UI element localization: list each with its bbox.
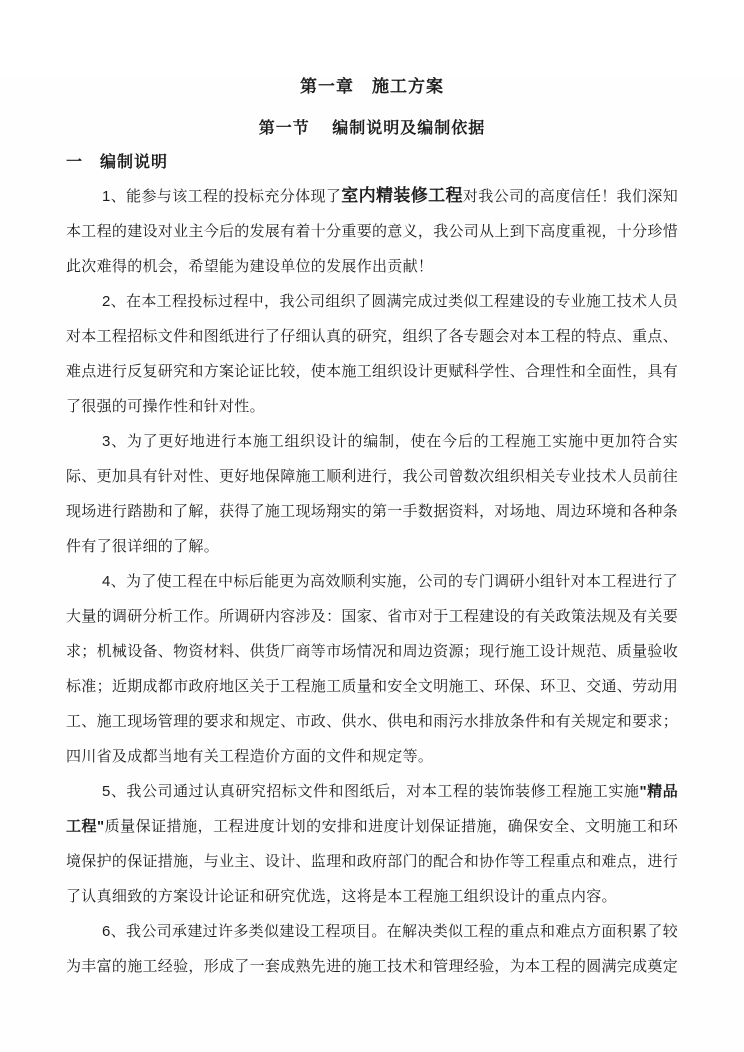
- paragraph: [66, 774, 678, 914]
- paragraph: [66, 564, 678, 774]
- paragraph: [66, 178, 678, 284]
- chapter-title: 第一章 施工方案: [300, 77, 444, 96]
- paragraph: [66, 284, 678, 424]
- paragraph-bold-segment: 室内精装修工程: [341, 186, 463, 205]
- paragraph-text-segment: 3、为了更好地进行本施工组织设计的编制，使在今后的工程施工实施中更加符合实际、更加具有针对性、更好地保障施工顺利进行，我公司曾数次组织相关专业技术人员前往现场进行踏勘和了解，获得了施工现场翔实的第一手数据资料，对场地、周边环境和各种条件有了很详细的了解。: [66, 433, 679, 555]
- paragraph-bold-segment: "精品工程": [66, 783, 678, 835]
- document-body: [66, 178, 678, 984]
- document-page: [0, 76, 744, 1052]
- section-heading: 一 编制说明: [66, 154, 169, 171]
- paragraph: [66, 914, 678, 984]
- paragraph-text-segment: 对我公司的高度信任！我们深知本工程的建设对业主今后的发展有着十分重要的意义，我公司从上到下高度重视，十分珍惜此次难得的机会，希望能为建设单位的发展作出贡献！: [66, 188, 679, 275]
- paragraph-text-segment: 6、我公司承建过许多类似建设工程项目。在解决类似工程的重点和难点方面积累了较为丰富的施工经验，形成了一套成熟先进的施工技术和管理经验，为本工程的圆满完成奠定: [66, 923, 679, 975]
- paragraph: [66, 424, 678, 564]
- paragraph-text-segment: 2、在本工程投标过程中，我公司组织了圆满完成过类似工程建设的专业施工技术人员对本工程招标文件和图纸进行了仔细认真的研究，组织了各专题会对本工程的特点、重点、难点进行反复研究和方案论证比较，使本施工组织设计更赋科学性、合理性和全面性，具有了很强的可操作性和针对性。: [66, 293, 679, 415]
- section-title: 第一节 编制说明及编制依据: [258, 120, 486, 137]
- paragraph-text-segment: 质量保证措施，工程进度计划的安排和进度计划保证措施，确保安全、文明施工和环境保护的保证措施，与业主、设计、监理和政府部门的配合和协作等工程重点和难点，进行了认真细致的方案设计论证和研究优选，这将是本工程施工组织设计的重点内容。: [66, 818, 679, 905]
- paragraph-text-segment: 1、能参与该工程的投标充分体现了: [102, 188, 342, 205]
- paragraph-text-segment: 5、我公司通过认真研究招标文件和图纸后，对本工程的装饰装修工程施工实施: [102, 783, 640, 800]
- paragraph-text-segment: 4、为了使工程在中标后能更为高效顺利实施，公司的专门调研小组针对本工程进行了大量的调研分析工作。所调研内容涉及：国家、省市对于工程建设的有关政策法规及有关要求；机械设备、物资材料、供货厂商等市场情况和周边资源；现行施工设计规范、质量验收标准；近期成都市政府地区关于工程施工质量和安全文明施工、环保、环卫、交通、劳动用工、施工现场管理的要求和规定、市政、供水、供电和雨污水排放条件和有关规定和要求；四川省及成都当地有关工程造价方面的文件和规定等。: [66, 573, 679, 765]
